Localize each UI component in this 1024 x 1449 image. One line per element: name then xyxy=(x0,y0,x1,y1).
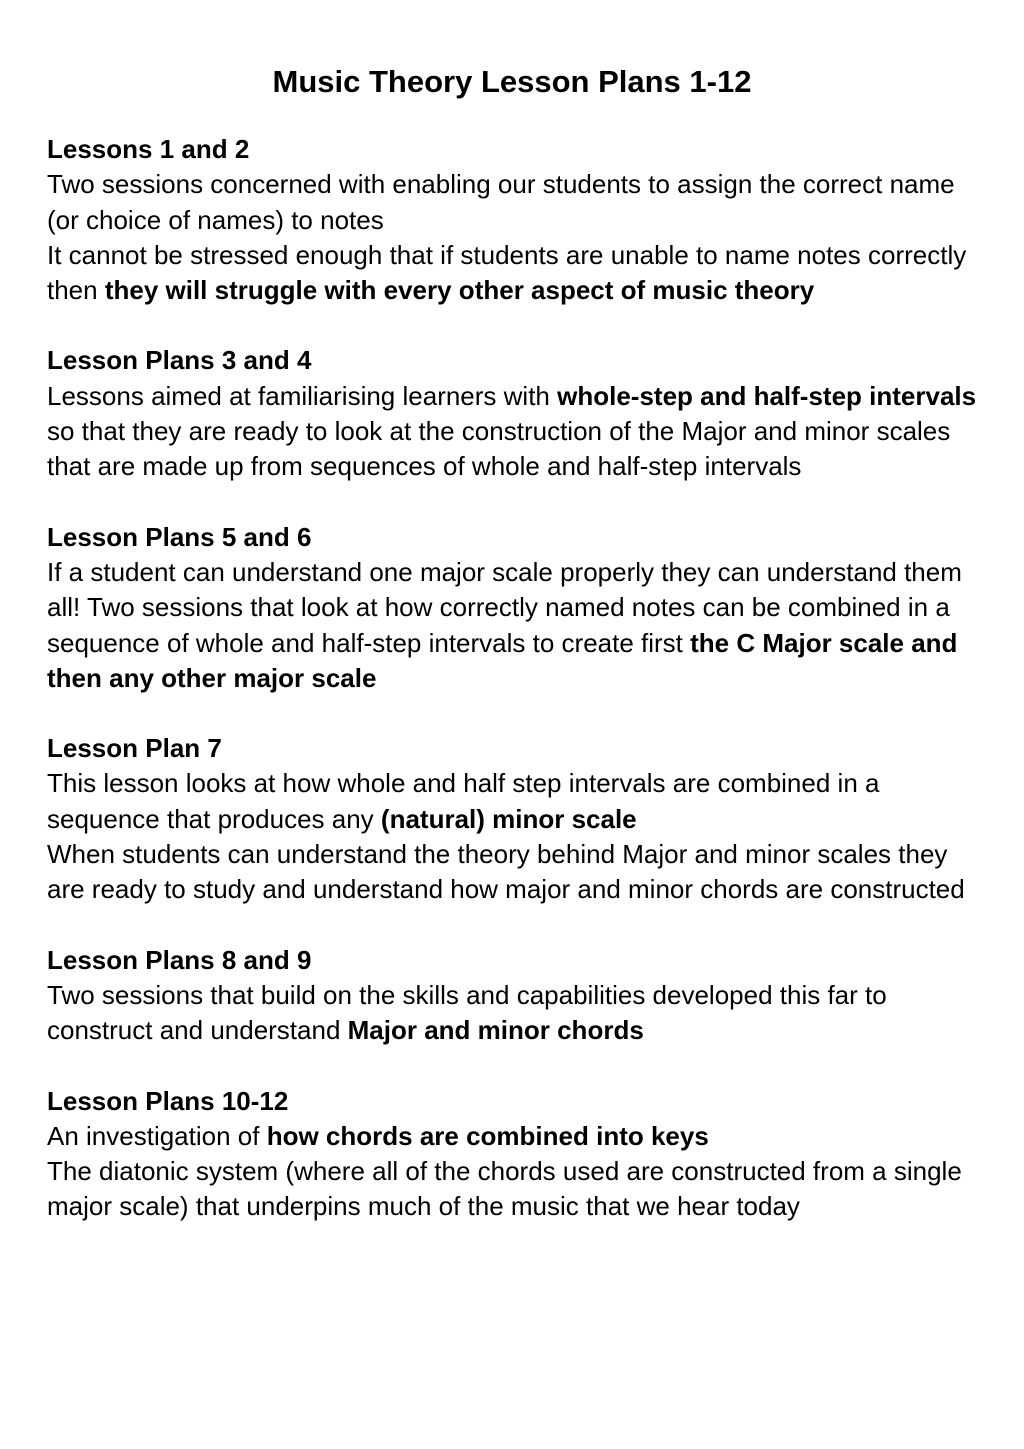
lesson-section xyxy=(47,943,987,1049)
section-heading: Lesson Plan 7 xyxy=(47,733,222,764)
section-paragraph xyxy=(47,555,987,696)
section-heading: Lesson Plans 5 and 6 xyxy=(47,521,312,552)
lesson-section xyxy=(47,520,987,696)
lesson-sections xyxy=(47,132,987,1225)
section-paragraph xyxy=(47,238,987,309)
body-text: The diatonic system (where all of the chords used are constructed from a single major scale) that underpins much of the music that we hear today xyxy=(47,1156,962,1222)
section-paragraph xyxy=(47,379,987,485)
section-heading: Lessons 1 and 2 xyxy=(47,134,250,164)
section-paragraph xyxy=(47,167,987,238)
body-text: If a student can understand one major scale properly they can understand them all! Two sessions that look at how correctly named notes can be combined in a sequence of whole and half-step intervals to create first xyxy=(47,556,962,658)
section-paragraph xyxy=(47,978,987,1049)
section-heading: Lesson Plans 3 and 4 xyxy=(47,345,312,376)
section-paragraph xyxy=(47,766,987,837)
lesson-section xyxy=(47,1084,987,1225)
lesson-section xyxy=(47,731,987,907)
section-heading: Lesson Plans 10-12 xyxy=(47,1085,289,1116)
section-paragraph xyxy=(47,1154,987,1225)
body-text: When students can understand the theory behind Major and minor scales they are ready to study and understand how major and minor chords are constructed xyxy=(47,839,965,905)
lesson-section xyxy=(47,132,987,308)
body-text: so that they are ready to look at the construction of the Major and minor scales that are made up from sequences of whole and half-step intervals xyxy=(47,416,951,482)
section-paragraph xyxy=(47,1119,987,1154)
emphasis-text: how chords are combined into keys xyxy=(266,1120,709,1151)
body-text: Two sessions concerned with enabling our students to assign the correct name (or choice of names) to notes xyxy=(47,169,955,235)
body-text: An investigation of xyxy=(47,1120,267,1151)
emphasis-text: the C Major scale and then any other major scale xyxy=(47,627,958,693)
body-text: It cannot be stressed enough that if students are unable to name notes correctly then xyxy=(47,239,967,306)
body-text: Lessons aimed at familiarising learners with xyxy=(47,380,558,411)
document-page xyxy=(47,62,987,1260)
body-text: Two sessions that build on the skills and capabilities developed this far to construct and understand xyxy=(47,979,887,1046)
section-paragraph xyxy=(47,837,987,908)
body-text: This lesson looks at how whole and half step intervals are combined in a sequence that produces any xyxy=(47,768,880,834)
page-title: Music Theory Lesson Plans 1-12 xyxy=(272,64,752,99)
emphasis-text: Major and minor chords xyxy=(347,1015,644,1046)
emphasis-text: they will struggle with every other aspect of music theory xyxy=(104,275,815,306)
emphasis-text: (natural) minor scale xyxy=(380,803,637,834)
emphasis-text: whole-step and half-step intervals xyxy=(557,380,977,411)
lesson-section xyxy=(47,343,987,484)
section-heading: Lesson Plans 8 and 9 xyxy=(47,944,312,975)
